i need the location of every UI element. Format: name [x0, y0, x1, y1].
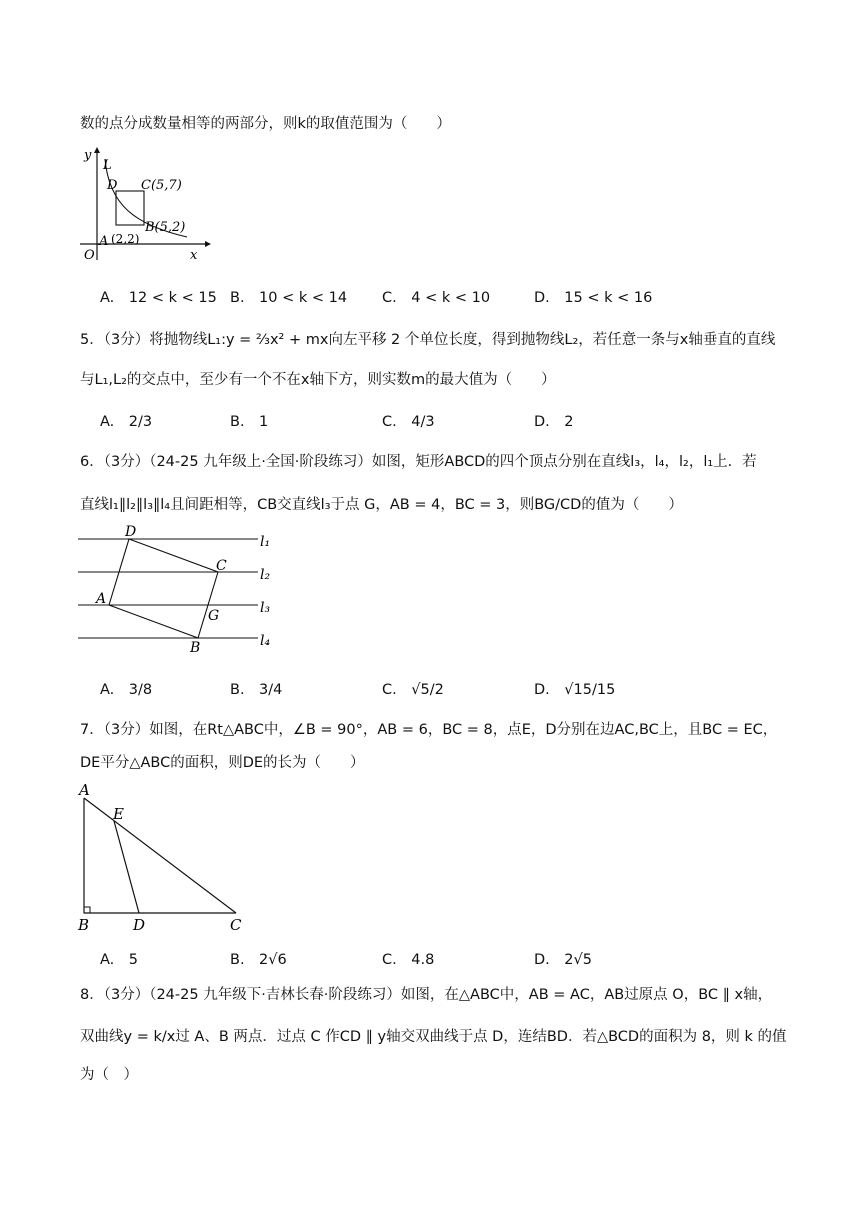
- q7-option-d[interactable]: D. 2√5: [534, 952, 592, 968]
- q6-line-l4: l₄: [260, 633, 271, 649]
- q5-line-1: 5．（3分）将抛物线L₁:y = ⅔x² + mx向左平移 2 个单位长度，得到抛物线L₂，若任意一条与x轴垂直的直线: [80, 332, 776, 348]
- q4-point-d: D: [107, 178, 118, 193]
- q7-point-b: B: [78, 916, 90, 934]
- q4-y-label: y: [84, 148, 92, 163]
- q7-figure: [75, 780, 255, 935]
- q4-origin-label: O: [84, 248, 95, 263]
- q6-point-d: D: [125, 524, 137, 540]
- q8-line-3: 为（ ）: [80, 1067, 138, 1083]
- q4-point-c: C(5,7): [141, 178, 182, 193]
- q4-figure: [75, 145, 215, 265]
- q7-point-c: C: [230, 916, 242, 934]
- q6-line-1: 6．（3分）（24-25 九年级上·全国·阶段练习）如图，矩形ABCD的四个顶点分别在直线l₃，l₄，l₂，l₁上．若: [80, 454, 757, 470]
- q5-line-2: 与L₁,L₂的交点中，至少有一个不在x轴下方，则实数m的最大值为（ ）: [80, 372, 556, 388]
- q4-option-a[interactable]: A. 12 < k < 15: [100, 290, 217, 306]
- q7-options: [100, 948, 800, 972]
- q4-curve-label: L: [103, 158, 112, 173]
- q4-option-d[interactable]: D. 15 < k < 16: [534, 290, 653, 306]
- q5-options: [100, 410, 800, 434]
- q7-line-1: 7．（3分）如图，在Rt△ABC中，∠B = 90°，AB = 6，BC = 8，点E，D分别在边AC,BC上，且BC = EC，: [80, 722, 778, 738]
- q6-point-g: G: [208, 608, 220, 624]
- q6-line-2: 直线l₁∥l₂∥l₃∥l₄且间距相等，CB交直线l₃于点 G，AB = 4，BC = 3，则BG/CD的值为（ ）: [80, 497, 683, 513]
- q5-option-d[interactable]: D. 2: [534, 414, 574, 430]
- q4-point-a: A: [99, 234, 109, 249]
- q7-line-2: DE平分△ABC的面积，则DE的长为（ ）: [80, 755, 365, 771]
- q4-option-c[interactable]: C. 4 < k < 10: [382, 290, 491, 306]
- q6-point-c: C: [216, 558, 227, 574]
- q5-option-a[interactable]: A. 2/3: [100, 414, 153, 430]
- q7-option-b[interactable]: B. 2√6: [230, 952, 287, 968]
- q4-stem-tail: 数的点分成数量相等的两部分，则k的取值范围为（ ）: [80, 116, 451, 132]
- q4-point-b: B(5,2): [145, 220, 186, 235]
- q6-options: [100, 678, 800, 702]
- q6-option-a[interactable]: A. 3/8: [100, 682, 153, 698]
- q8-line-2: 双曲线y = k/x过 A、B 两点．过点 C 作CD ∥ y轴交双曲线于点 D，连结BD．若△BCD的面积为 8，则 k 的值: [80, 1029, 787, 1045]
- q7-option-c[interactable]: C. 4.8: [382, 952, 435, 968]
- q4-x-label: x: [190, 248, 198, 263]
- q6-option-b[interactable]: B. 3/4: [230, 682, 283, 698]
- q4-point-a-coord: (2,2): [111, 232, 140, 246]
- q7-point-a: A: [79, 781, 90, 799]
- q4-option-b[interactable]: B. 10 < k < 14: [230, 290, 348, 306]
- q7-point-d: D: [133, 916, 146, 934]
- q6-line-l1: l₁: [260, 534, 271, 550]
- q6-option-d[interactable]: D. √15/15: [534, 682, 616, 698]
- q5-option-c[interactable]: C. 4/3: [382, 414, 435, 430]
- q6-line-l2: l₂: [260, 567, 271, 583]
- q5-option-b[interactable]: B. 1: [230, 414, 269, 430]
- q6-figure: [78, 524, 283, 659]
- q6-point-a: A: [96, 591, 107, 607]
- q8-line-1: 8．（3分）（24-25 九年级下·吉林长春·阶段练习）如图，在△ABC中，AB = AC，AB过原点 O，BC ∥ x轴，: [80, 987, 773, 1003]
- q6-option-c[interactable]: C. √5/2: [382, 682, 444, 698]
- q4-options: [100, 286, 800, 310]
- q6-point-b: B: [190, 640, 201, 656]
- q7-point-e: E: [113, 805, 124, 823]
- q6-line-l3: l₃: [260, 600, 271, 616]
- q7-option-a[interactable]: A. 5: [100, 952, 138, 968]
